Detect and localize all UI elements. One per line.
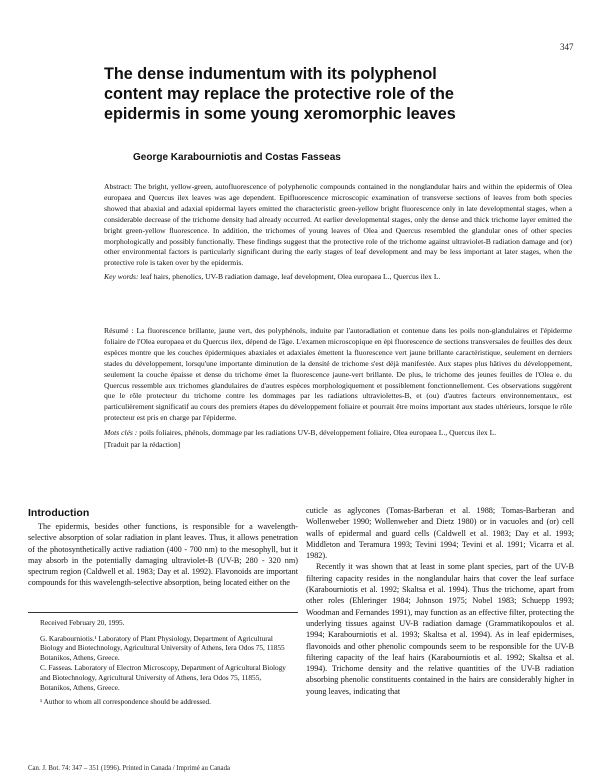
page-number: 347 [560, 42, 574, 52]
received-date: Received February 20, 1995. [40, 618, 125, 627]
article-title [104, 64, 544, 124]
resume-label: Résumé : [104, 326, 134, 335]
mots-label: Mots clés : [104, 428, 138, 438]
resume-body [104, 326, 572, 424]
intro-heading: Introduction [28, 507, 90, 519]
resume [104, 326, 572, 451]
intro-paragraph: The epidermis, besides other functions, is responsible for a wavelength-selective absorption of solar radiation in plant leaves. Thus, it allows penetration of the photosynthetically active radiation (400 - 700 nm) to the mesophyll, but it may absorb in the potentially damaging ultraviolet-B (UV-B; 280 - 320 nm) spectrum region (Caldwell et al. 1983; Day et al. 1992). Flavonoids are important compounds for this wavelength-selective absorption, being located either on the [28, 522, 298, 588]
title-line: content may replace the protective role of the [104, 85, 454, 103]
resume-text: La fluorescence brillante, jaune vert, des polyphénols, induite par l'autoradiation et contenue dans les poils non-glandulaires et l'épiderme foliaire de l'Olea europaea et du Quercus ilex, dépend de l'âge. L'examen microscopique en épi fluorescence de sections transversales de feuilles des deux espèces montre que les couches épidermiques abaxiales et adaxiales émettent la fluorescence vert jaune brillante caractéristique, seulement en derniers stades du développement, lorsqu'une importante diminution de la densité de trichome s'est déjà manifestée. Aux stapes plus hâtives du développement, seulement la couche épaisse et dense du trichome émet la fluorescence jaune-vert brillante. De plus, le trichome des jeunes feuilles de l'Olea e. du Quercus ressemble aux trichomes glandulaires de d'autres espèces morphologiquement et possiblement fonctionnellement. Ces observations suggèrent que le rôle protecteur du trichome contre les dommages par les radiations ultraviolettes-B, et (ou) d'autres facteurs environnementaux, est particulièrement significatif au cours des premiers étapes du développement foliaire et pourrait être moins important aux stades ultérieurs, lorsque le rôle protecteur est pris en charge par l'épiderme. [104, 326, 572, 423]
intro-paragraph: cuticle as aglycones (Tomas-Barberan et al. 1988; Tomas-Barberan and Wollenweber 1990; Wollenweber and Dietz 1980) or in vacuoles and (or) cell walls of epidermal and guard cells (Caldwell et al. 1983; Day et al. 1993; Middleton and Teramura 1993; Tevini 1994; Tevini et al. 1991; Vicarra et al. 1982). [306, 506, 574, 561]
mots-text: poils foliaires, phénols, dommage par les radiations UV-B, développement foliaire, Olea europaea L., Quercus ilex L. [137, 428, 497, 438]
title-line: The dense indumentum with its polyphenol [104, 65, 437, 83]
footnotes [40, 618, 290, 708]
journal-citation: Can. J. Bot. 74: 347 – 351 (1996). Printed in Canada / Imprimé au Canada [28, 765, 230, 772]
abstract-label: Abstract: [104, 182, 132, 191]
abstract-text: The bright, yellow-green, autofluorescence of polyphenolic compounds contained in the nonglandular hairs and within the epidermis of Olea europaea and Quercus ilex leaves was age dependent. Epifluorescence microscopic examination of transverse sections of leaves from both species showed that abaxial and adaxial epidermal layers emitted the characteristic green-yellow bright fluorescence only in late developmental stages, when a considerable decrease of the trichome density had already occurred. At earlier developmental stages, only the dense and thick trichome layer emitted the bright green-yellow fluorescence. In addition, the trichomes of young leaves of Olea and Quercus resembled the glandular ones of other species morphologically and possibly functionally. These findings suggest that the protective role of the trichome against ultraviolet-B radiation damage and (or) other environmental factors is particularly significant during the early stages of leaf development and may be less important at later stages, when the protective role is taken over by the epidermis. [104, 182, 572, 268]
keywords-text: leaf hairs, phenolics, UV-B radiation damage, leaf development, Olea europaea L., Quercus ilex L. [138, 272, 441, 282]
affiliation-fasseas: C. Fasseas. Laboratory of Electron Microscopy, Department of Agricultural Biology and Biotechnology, Agricultural University of Athens, Iera Odos 75, 11855, Botanikos, Athens, Greece. [40, 663, 286, 692]
keywords-label: Key words: [104, 272, 139, 282]
affiliation-karabourniotis: G. Karabourniotis.¹ Laboratory of Plant Physiology, Department of Agricultural Biology and Biotechnology, Agricultural University of Athens, Iera Odos 75, 11855 Botanikos, Athens, Greece. [40, 633, 285, 662]
correspondence-note: ¹ Author to whom all correspondence should be addressed. [40, 697, 211, 707]
abstract-body [104, 182, 572, 269]
translation-note: [Traduit par la rédaction] [104, 440, 181, 450]
abstract [104, 182, 572, 283]
footnote-divider [28, 612, 298, 613]
intro-column-right [306, 505, 574, 697]
mots-cles [104, 428, 572, 439]
keywords [104, 272, 572, 283]
title-line: epidermis in some young xeromorphic leaves [104, 105, 456, 123]
intro-column-left [28, 521, 298, 589]
authors: George Karabourniotis and Costas Fasseas [133, 152, 341, 163]
intro-paragraph: Recently it was shown that at least in some plant species, part of the UV-B filtering capacity resides in the nonglandular hairs that cover the leaf surface (Karabourniotis et al. 1992; Skaltsa et al. 1994). Thus the trichome, apart from other roles (Ehleringer 1984; Johnson 1975; Nobel 1983; Schuepp 1993; Woodman and Fernandes 1991), may function as an effective filter, protecting the underlying tissues against UV-B radiation damage (Grammatikopoulos et al. 1994; Karabourniotis et al. 1993; Skaltsa et al. 1994). As in leaf epidermises, flavonoids and other phenolic compounds seem to be responsible for the UV-B filtering capacity of the leaf hairs (Karabourniotis et al. 1992; Skaltsa et al. 1994). Trichome density and the relative quantities of the UV-B radiation absorbing phenolic constituents contained in the hairs are considerably higher in young leaves, indicating that [306, 562, 574, 696]
